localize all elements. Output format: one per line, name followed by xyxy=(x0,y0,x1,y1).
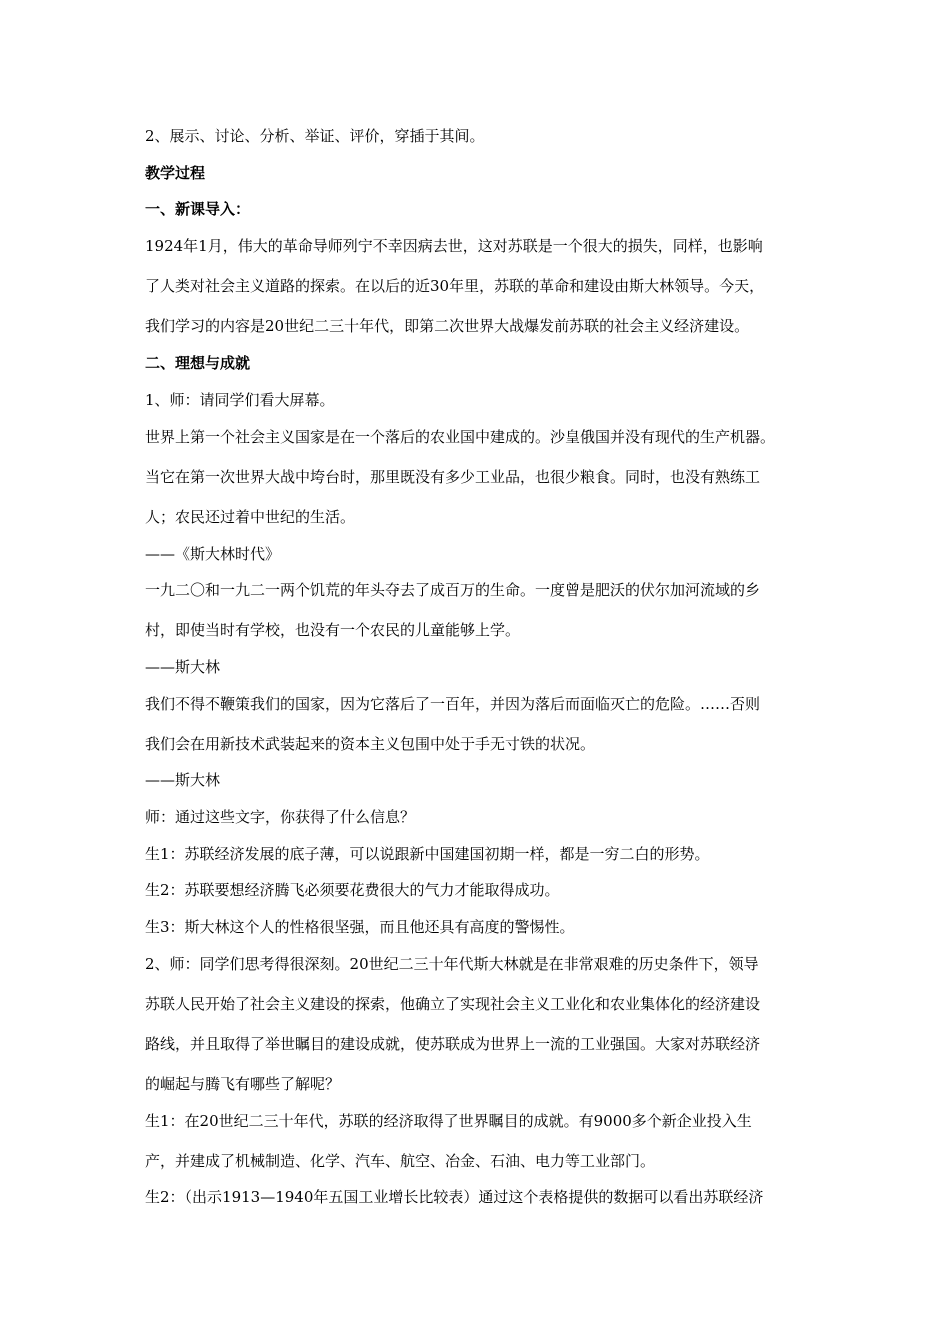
quote-source: ——斯大林 xyxy=(145,771,221,789)
text-line: 人；农民还过着中世纪的生活。 xyxy=(145,508,356,526)
text-line: 产，并建成了机械制造、化学、汽车、航空、冶金、石油、电力等工业部门。 xyxy=(145,1152,656,1170)
text-line: 一九二〇和一九二一两个饥荒的年头夺去了成百万的生命。一度曾是肥沃的伏尔加河流域的乡 xyxy=(145,581,761,599)
section-heading: 一、新课导入： xyxy=(145,200,251,218)
quote-source: ——斯大林 xyxy=(145,658,221,676)
text-line: 生3：斯大林这个人的性格很坚强，而且他还具有高度的警惕性。 xyxy=(145,918,575,936)
text-line: 我们不得不鞭策我们的国家，因为它落后了一百年，并因为落后而面临灭亡的危险。……否则 xyxy=(145,695,761,713)
text-line: 当它在第一次世界大战中垮台时，那里既没有多少工业品，也很少粮食。同时，也没有熟练工 xyxy=(145,468,761,486)
text-line: 2、师：同学们思考得很深刻。20世纪二三十年代斯大林就是在非常艰难的历史条件下，领导 xyxy=(145,955,759,973)
text-line: 苏联人民开始了社会主义建设的探索，他确立了实现社会主义工业化和农业集体化的经济建设 xyxy=(145,995,761,1013)
section-heading: 教学过程 xyxy=(145,164,206,182)
text-line: 生1：苏联经济发展的底子薄，可以说跟新中国建国初期一样，都是一穷二白的形势。 xyxy=(145,845,710,863)
quote-source: ——《斯大林时代》 xyxy=(145,545,281,563)
text-line: 村，即使当时有学校，也没有一个农民的儿童能够上学。 xyxy=(145,621,521,639)
text-line: 的崛起与腾飞有哪些了解呢？ xyxy=(145,1075,341,1093)
text-line: 生2：苏联要想经济腾飞必须要花费很大的气力才能取得成功。 xyxy=(145,881,560,899)
text-line: 1924年1月，伟大的革命导师列宁不幸因病去世，这对苏联是一个很大的损失，同样，也影响 xyxy=(145,237,763,255)
text-line: 我们会在用新技术武装起来的资本主义包围中处于手无寸铁的状况。 xyxy=(145,735,596,753)
text-line: 路线，并且取得了举世瞩目的建设成就，使苏联成为世界上一流的工业强国。大家对苏联经济 xyxy=(145,1035,761,1053)
text-line: 2、展示、讨论、分析、举证、评价，穿插于其间。 xyxy=(145,127,485,145)
text-line: 我们学习的内容是20世纪二三十年代，即第二次世界大战爆发前苏联的社会主义经济建设。 xyxy=(145,317,750,335)
text-line: 1、师：请同学们看大屏幕。 xyxy=(145,391,335,409)
text-line: 师：通过这些文字，你获得了什么信息？ xyxy=(145,808,416,826)
text-line: 了人类对社会主义道路的探索。在以后的近30年里，苏联的革命和建设由斯大林领导。今天， xyxy=(145,277,765,295)
text-line: 世界上第一个社会主义国家是在一个落后的农业国中建成的。沙皇俄国并没有现代的生产机器。 xyxy=(145,428,776,446)
section-heading: 二、理想与成就 xyxy=(145,354,251,372)
text-line: 生1：在20世纪二三十年代，苏联的经济取得了世界瞩目的成就。有9000多个新企业投入生 xyxy=(145,1112,752,1130)
text-line: 生2：（出示1913—1940年五国工业增长比较表）通过这个表格提供的数据可以看出苏联经济 xyxy=(145,1188,764,1206)
